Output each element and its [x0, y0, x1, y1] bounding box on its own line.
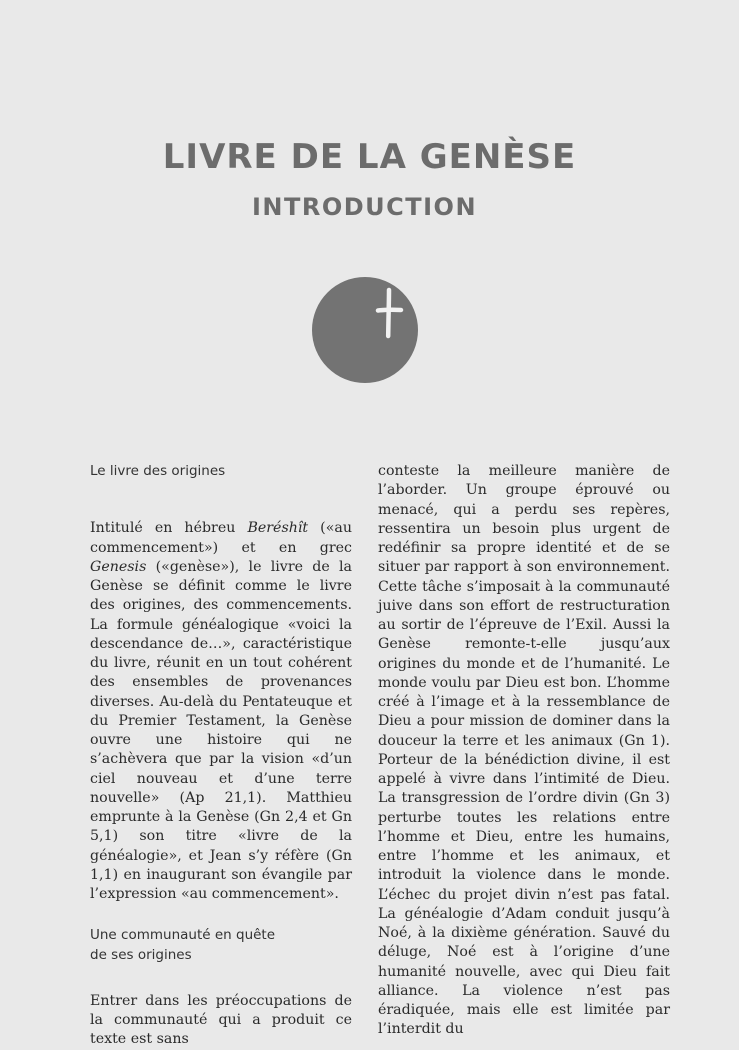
text-run: («au commencement») et en grec [90, 520, 352, 556]
left-column [90, 462, 352, 1050]
heading-community [90, 926, 352, 965]
book-title: LIVRE DE LA GENÈSE [162, 137, 577, 177]
heading-line: Une communauté en quête [90, 927, 276, 944]
text-run: («genèse»), le livre de la Genèse se définit comme le livre des origines, des commencements. La formule généalogique «voici la descendance de…», caractéristique du livre, réunit en un tout cohérent des ensembles de provenances diverses. Au-delà du Pentateuque et du Premier Testament, la Genèse ouvre une histoire qui ne s’achèvera que par la vision «d’un ciel nouveau et d’une terre nouvelle» (Ap 21,1). Matthieu emprunte à la Genèse (Gn 2,4 et Gn 5,1) son titre «livre de la généalogie», et Jean s’y réfère (Gn 1,1) en inaugurant son évangile par l’expression «au commencement». [90, 558, 352, 902]
paragraph-continued: conteste la meilleure manière de l’aborder. Un groupe éprouvé ou menacé, qui a perdu ses repères, ressentira un besoin plus urgent de redéfinir sa propre identité et de se situer par rapport à son environnement. Cette tâche s’imposait à la communauté juive dans son effort de restructuration au sortir de l’épreuve de l’Exil. Aussi la Genèse remonte-t-elle jusqu’aux origines du monde et de l’humanité. Le monde voulu par Dieu est bon. L’homme créé à l’image et à la ressemblance de Dieu a pour mission de dominer dans la douceur la terre et les animaux (Gn 1). Porteur de la bénédiction divine, il est appelé à vivre dans l’intimité de Dieu. La transgression de l’ordre divin (Gn 3) perturbe toutes les relations entre l’homme et Dieu, entre les humains, entre l’homme et les animaux, et introduit la violence dans le monde. L’échec du projet divin n’est pas fatal. La généalogie d’Adam conduit jusqu’à Noé, à la dixième génération. Sauvé du déluge, Noé est à l’origine d’une humanité nouvelle, avec qui Dieu fait alliance. La violence n’est pas éradiquée, mais elle est limitée par l’interdit du [378, 463, 670, 1038]
paragraph-intro [90, 519, 352, 904]
section-subtitle: INTRODUCTION [251, 193, 478, 221]
paragraph-community: Entrer dans les préoccupations de la communauté qui a produit ce texte est sans [90, 992, 352, 1048]
cross-icon [312, 277, 418, 383]
right-column [378, 462, 670, 1040]
heading-origins: Le livre des origines [90, 463, 226, 479]
heading-line: de ses origines [90, 946, 192, 963]
greek-title: Genesis [90, 558, 147, 575]
emblem-circle [312, 277, 418, 383]
hebrew-title: Beréshît [247, 520, 309, 537]
text-run: Intitulé en hébreu [90, 520, 248, 537]
